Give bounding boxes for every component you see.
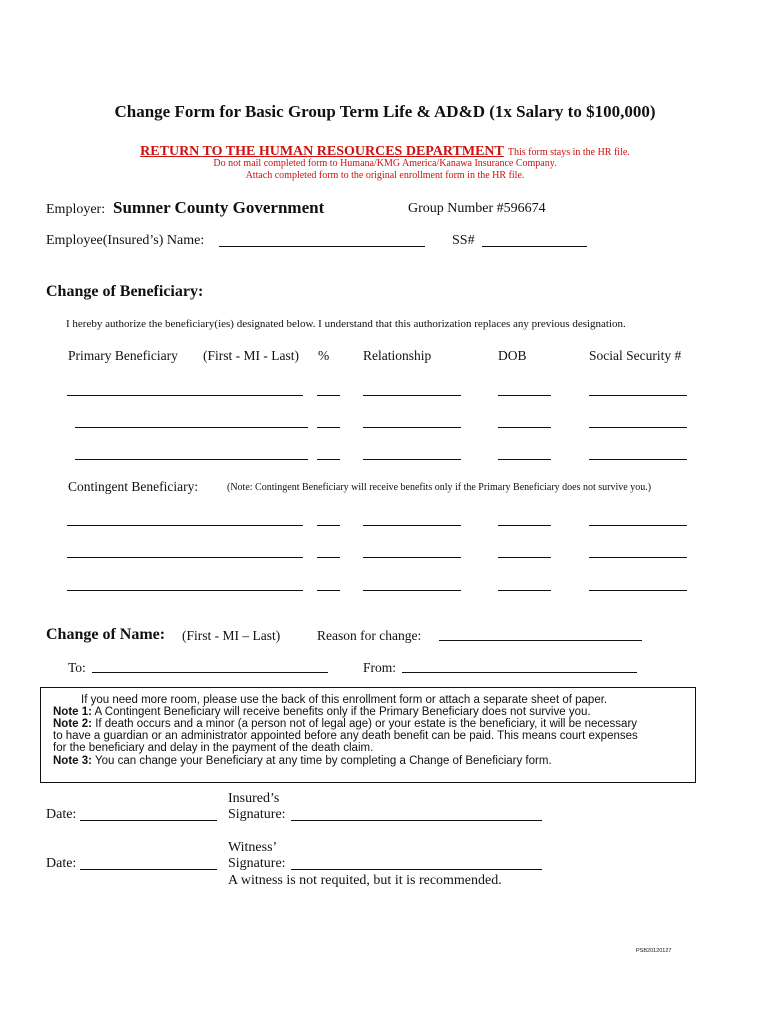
name-change-format: (First - MI – Last) bbox=[182, 628, 281, 643]
from-label: From: bbox=[363, 660, 397, 675]
note-1-text: A Contingent Beneficiary will receive benefits only if the Primary Beneficiary does not survive you. bbox=[94, 706, 591, 718]
employee-name-label: Employee(Insured’s) Name: bbox=[46, 233, 205, 248]
col-dob: DOB bbox=[498, 348, 527, 363]
from-field[interactable] bbox=[402, 672, 637, 673]
witness-date-label: Date: bbox=[46, 856, 77, 871]
witness-signature-label: Signature: bbox=[228, 856, 286, 871]
contingent-relationship-field[interactable] bbox=[363, 590, 461, 591]
notes-box bbox=[40, 687, 696, 783]
primary-relationship-field[interactable] bbox=[363, 427, 461, 428]
contingent-name-field[interactable] bbox=[67, 557, 303, 558]
contingent-name-field[interactable] bbox=[67, 590, 303, 591]
note-2-text: If death occurs and a minor (a person not of legal age) or your estate is the beneficiary, it will be necessary bbox=[95, 718, 638, 730]
col-relationship: Relationship bbox=[363, 348, 432, 363]
mail-note: Do not mail completed form to Humana/KMG America/Kanawa Insurance Company. bbox=[213, 158, 557, 169]
note-3 bbox=[53, 755, 552, 767]
contingent-dob-field[interactable] bbox=[498, 557, 551, 558]
primary-percent-field[interactable] bbox=[317, 427, 340, 428]
more-room-note: If you need more room, please use the back of this enrollment form or attach a separate sheet of paper. bbox=[81, 694, 608, 706]
col-ssn: Social Security # bbox=[589, 348, 682, 363]
note-3-label: Note 3: bbox=[53, 755, 92, 767]
contingent-percent-field[interactable] bbox=[317, 557, 340, 558]
insured-date-label: Date: bbox=[46, 807, 77, 822]
authorization-text: I hereby authorize the beneficiary(ies) designated below. I understand that this authorization replaces any previous designation. bbox=[66, 318, 626, 330]
primary-ssn-field[interactable] bbox=[589, 427, 687, 428]
col-name-format: (First - MI - Last) bbox=[203, 348, 299, 363]
beneficiary-heading: Change of Beneficiary: bbox=[46, 283, 204, 300]
witness-signature-field[interactable] bbox=[291, 869, 542, 870]
form-code: PSB20120127 bbox=[636, 948, 672, 954]
note-2-label: Note 2: bbox=[53, 718, 92, 730]
col-percent: % bbox=[318, 348, 330, 363]
contingent-ssn-field[interactable] bbox=[589, 525, 687, 526]
return-note: This form stays in the HR file. bbox=[507, 147, 630, 158]
insured-signature-field[interactable] bbox=[291, 820, 542, 821]
primary-relationship-field[interactable] bbox=[363, 459, 461, 460]
form-title: Change Form for Basic Group Term Life & AD&D (1x Salary to $100,000) bbox=[114, 102, 656, 121]
primary-percent-field[interactable] bbox=[317, 395, 340, 396]
note-2 bbox=[53, 718, 637, 730]
primary-relationship-field[interactable] bbox=[363, 395, 461, 396]
witness-label: Witness’ bbox=[228, 840, 278, 855]
contingent-dob-field[interactable] bbox=[498, 590, 551, 591]
contingent-note: (Note: Contingent Beneficiary will receive benefits only if the Primary Beneficiary does not survive you.) bbox=[227, 482, 652, 493]
primary-name-field[interactable] bbox=[67, 395, 303, 396]
contingent-percent-field[interactable] bbox=[317, 590, 340, 591]
reason-field[interactable] bbox=[439, 640, 642, 641]
primary-dob-field[interactable] bbox=[498, 459, 551, 460]
to-label: To: bbox=[68, 660, 86, 675]
insured-label: Insured’s bbox=[228, 791, 280, 806]
to-field[interactable] bbox=[92, 672, 328, 673]
contingent-ssn-field[interactable] bbox=[589, 557, 687, 558]
witness-date-field[interactable] bbox=[80, 869, 217, 870]
primary-ssn-field[interactable] bbox=[589, 459, 687, 460]
contingent-name-field[interactable] bbox=[67, 525, 303, 526]
contingent-relationship-field[interactable] bbox=[363, 525, 461, 526]
contingent-percent-field[interactable] bbox=[317, 525, 340, 526]
note-2-continued: to have a guardian or an administrator appointed before any death benefit can be paid. This means court expenses bbox=[53, 730, 638, 742]
reason-label: Reason for change: bbox=[317, 628, 422, 643]
primary-name-field[interactable] bbox=[75, 427, 308, 428]
contingent-relationship-field[interactable] bbox=[363, 557, 461, 558]
primary-dob-field[interactable] bbox=[498, 427, 551, 428]
insured-date-field[interactable] bbox=[80, 820, 217, 821]
primary-name-field[interactable] bbox=[75, 459, 308, 460]
contingent-label: Contingent Beneficiary: bbox=[68, 479, 199, 494]
attach-note: Attach completed form to the original enrollment form in the HR file. bbox=[245, 170, 525, 181]
note-2-continued: for the beneficiary and delay in the payment of the death claim. bbox=[53, 742, 374, 754]
primary-ssn-field[interactable] bbox=[589, 395, 687, 396]
insured-signature-label: Signature: bbox=[228, 807, 286, 822]
col-primary: Primary Beneficiary bbox=[68, 348, 178, 363]
contingent-dob-field[interactable] bbox=[498, 525, 551, 526]
note-1-label: Note 1: bbox=[53, 706, 92, 718]
primary-percent-field[interactable] bbox=[317, 459, 340, 460]
witness-note: A witness is not requited, but it is recommended. bbox=[228, 873, 502, 888]
primary-dob-field[interactable] bbox=[498, 395, 551, 396]
return-heading: RETURN TO THE HUMAN RESOURCES DEPARTMENT bbox=[140, 144, 504, 159]
group-number: Group Number #596674 bbox=[408, 201, 546, 216]
employee-name-field[interactable] bbox=[219, 246, 425, 247]
ss-label: SS# bbox=[452, 233, 475, 248]
ss-field[interactable] bbox=[482, 246, 587, 247]
employer-name: Sumner County Government bbox=[113, 198, 325, 217]
note-3-text: You can change your Beneficiary at any time by completing a Change of Beneficiary form. bbox=[94, 755, 552, 767]
employer-label: Employer: bbox=[46, 202, 106, 217]
name-change-heading: Change of Name: bbox=[46, 626, 166, 643]
note-1 bbox=[53, 706, 591, 718]
contingent-ssn-field[interactable] bbox=[589, 590, 687, 591]
